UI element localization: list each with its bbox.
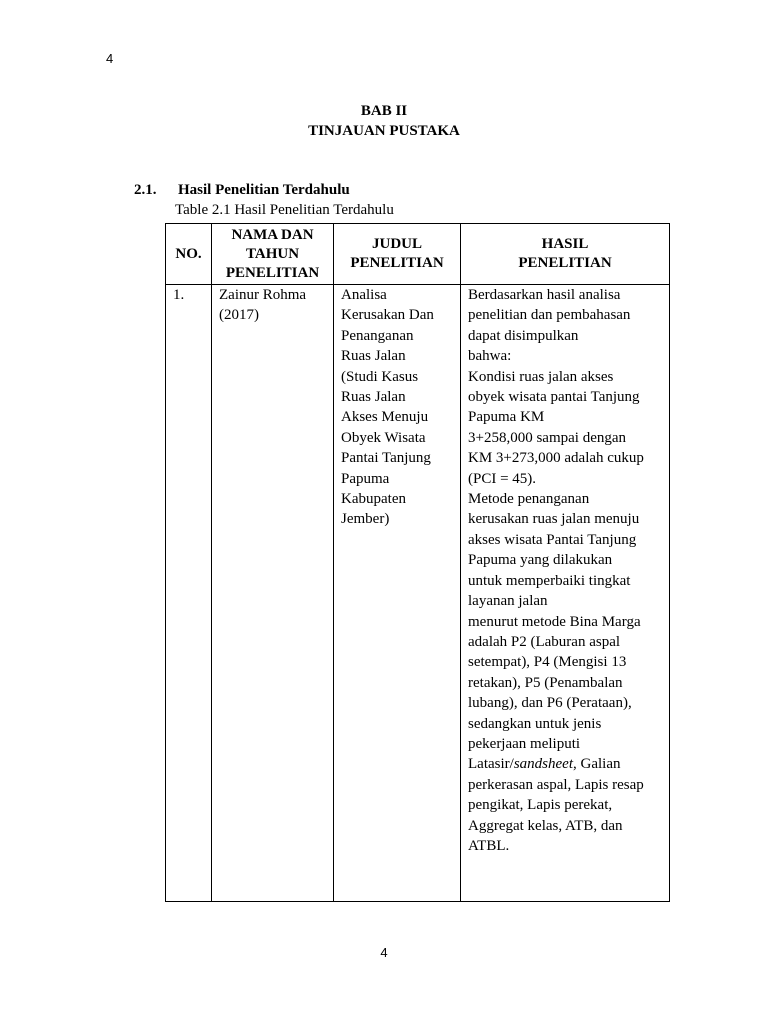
section-title: Hasil Penelitian Terdahulu xyxy=(178,182,350,198)
cell-hasil-line: Kondisi ruas jalan akses xyxy=(468,368,614,385)
cell-judul-line: Papuma xyxy=(341,470,390,487)
header-nama xyxy=(212,224,334,285)
cell-judul-line: Jember) xyxy=(341,511,390,528)
page-number-bottom: 4 xyxy=(380,945,388,960)
cell-hasil-line: kerusakan ruas jalan menuju xyxy=(468,511,640,528)
cell-hasil-line: (PCI = 45). xyxy=(468,470,537,487)
chapter-label: BAB II xyxy=(360,103,408,119)
cell-judul-line: Ruas Jalan xyxy=(341,348,406,365)
cell-judul-line: Analisa xyxy=(341,287,387,303)
header-judul xyxy=(334,224,461,285)
cell-hasil-line: KM 3+273,000 adalah cukup xyxy=(468,450,644,467)
cell-nama-line: (2017) xyxy=(219,307,259,324)
header-hasil-line: HASIL xyxy=(541,236,589,252)
chapter-heading xyxy=(0,101,768,141)
cell-judul-line: Obyek Wisata xyxy=(341,429,426,446)
cell-hasil-line: dapat disimpulkan xyxy=(468,327,579,344)
cell-hasil-line: pekerjaan meliputi xyxy=(468,735,581,752)
cell-nama xyxy=(212,285,334,902)
cell-hasil-line xyxy=(468,754,663,774)
section-heading xyxy=(134,182,350,199)
page-number-top: 4 xyxy=(106,51,114,66)
header-judul-line: PENELITIAN xyxy=(350,255,444,271)
cell-hasil-line: Papuma KM xyxy=(468,409,545,426)
chapter-title: TINJAUAN PUSTAKA xyxy=(308,123,460,139)
cell-judul-line: Kerusakan Dan xyxy=(341,307,434,324)
header-hasil xyxy=(461,224,670,285)
table-header-row xyxy=(166,224,670,285)
cell-hasil-line: Metode penanganan xyxy=(468,491,590,508)
cell-hasil-line: untuk memperbaiki tingkat xyxy=(468,572,631,589)
cell-hasil-line: penelitian dan pembahasan xyxy=(468,307,631,324)
research-table xyxy=(165,223,670,902)
header-nama-line: NAMA DAN xyxy=(231,226,314,243)
italic-term: sandsheet xyxy=(513,756,573,773)
cell-hasil-line: menurut metode Bina Marga xyxy=(468,613,641,630)
cell-nama-line: Zainur Rohma xyxy=(219,287,307,303)
text-run: , Galian xyxy=(573,756,621,773)
header-judul-line: JUDUL xyxy=(371,236,422,252)
cell-judul-line: Pantai Tanjung xyxy=(341,450,431,467)
cell-judul-line: Penanganan xyxy=(341,327,414,344)
section-number: 2.1. xyxy=(134,182,157,198)
cell-hasil-line: Aggregat kelas, ATB, dan xyxy=(468,817,623,834)
cell-hasil-line: bahwa: xyxy=(468,348,512,365)
cell-judul xyxy=(334,285,461,902)
cell-hasil-line: setempat), P4 (Mengisi 13 xyxy=(468,654,627,671)
cell-judul-line: Kabupaten xyxy=(341,491,406,508)
header-hasil-line: PENELITIAN xyxy=(518,255,612,271)
cell-judul-line: Akses Menuju xyxy=(341,409,429,426)
cell-hasil-line: Papuma yang dilakukan xyxy=(468,552,613,569)
cell-hasil-line: 3+258,000 sampai dengan xyxy=(468,429,627,446)
cell-hasil-line: layanan jalan xyxy=(468,593,548,610)
cell-hasil-line: perkerasan aspal, Lapis resap xyxy=(468,776,644,793)
cell-hasil-line: adalah P2 (Laburan aspal xyxy=(468,633,621,650)
cell-judul-line: (Studi Kasus xyxy=(341,368,419,385)
cell-hasil-line: pengikat, Lapis perekat, xyxy=(468,797,613,814)
cell-no: 1. xyxy=(166,285,212,902)
cell-hasil-line: akses wisata Pantai Tanjung xyxy=(468,531,637,548)
header-nama-line: TAHUN xyxy=(245,245,300,262)
cell-judul-line: Ruas Jalan xyxy=(341,389,406,406)
cell-hasil-line: sedangkan untuk jenis xyxy=(468,715,602,732)
cell-hasil xyxy=(461,285,670,902)
text-run: Latasir/ xyxy=(468,756,514,773)
header-nama-line: PENELITIAN xyxy=(225,264,320,281)
table-caption: Table 2.1 Hasil Penelitian Terdahulu xyxy=(175,202,394,218)
table-row xyxy=(166,285,670,902)
cell-hasil-line: obyek wisata pantai Tanjung xyxy=(468,389,640,406)
cell-hasil-line: ATBL. xyxy=(468,837,510,854)
cell-hasil-line: lubang), dan P6 (Perataan), xyxy=(468,695,632,712)
cell-hasil-line: retakan), P5 (Penambalan xyxy=(468,674,623,691)
cell-hasil-line: Berdasarkan hasil analisa xyxy=(468,287,621,303)
header-no: NO. xyxy=(166,224,212,285)
